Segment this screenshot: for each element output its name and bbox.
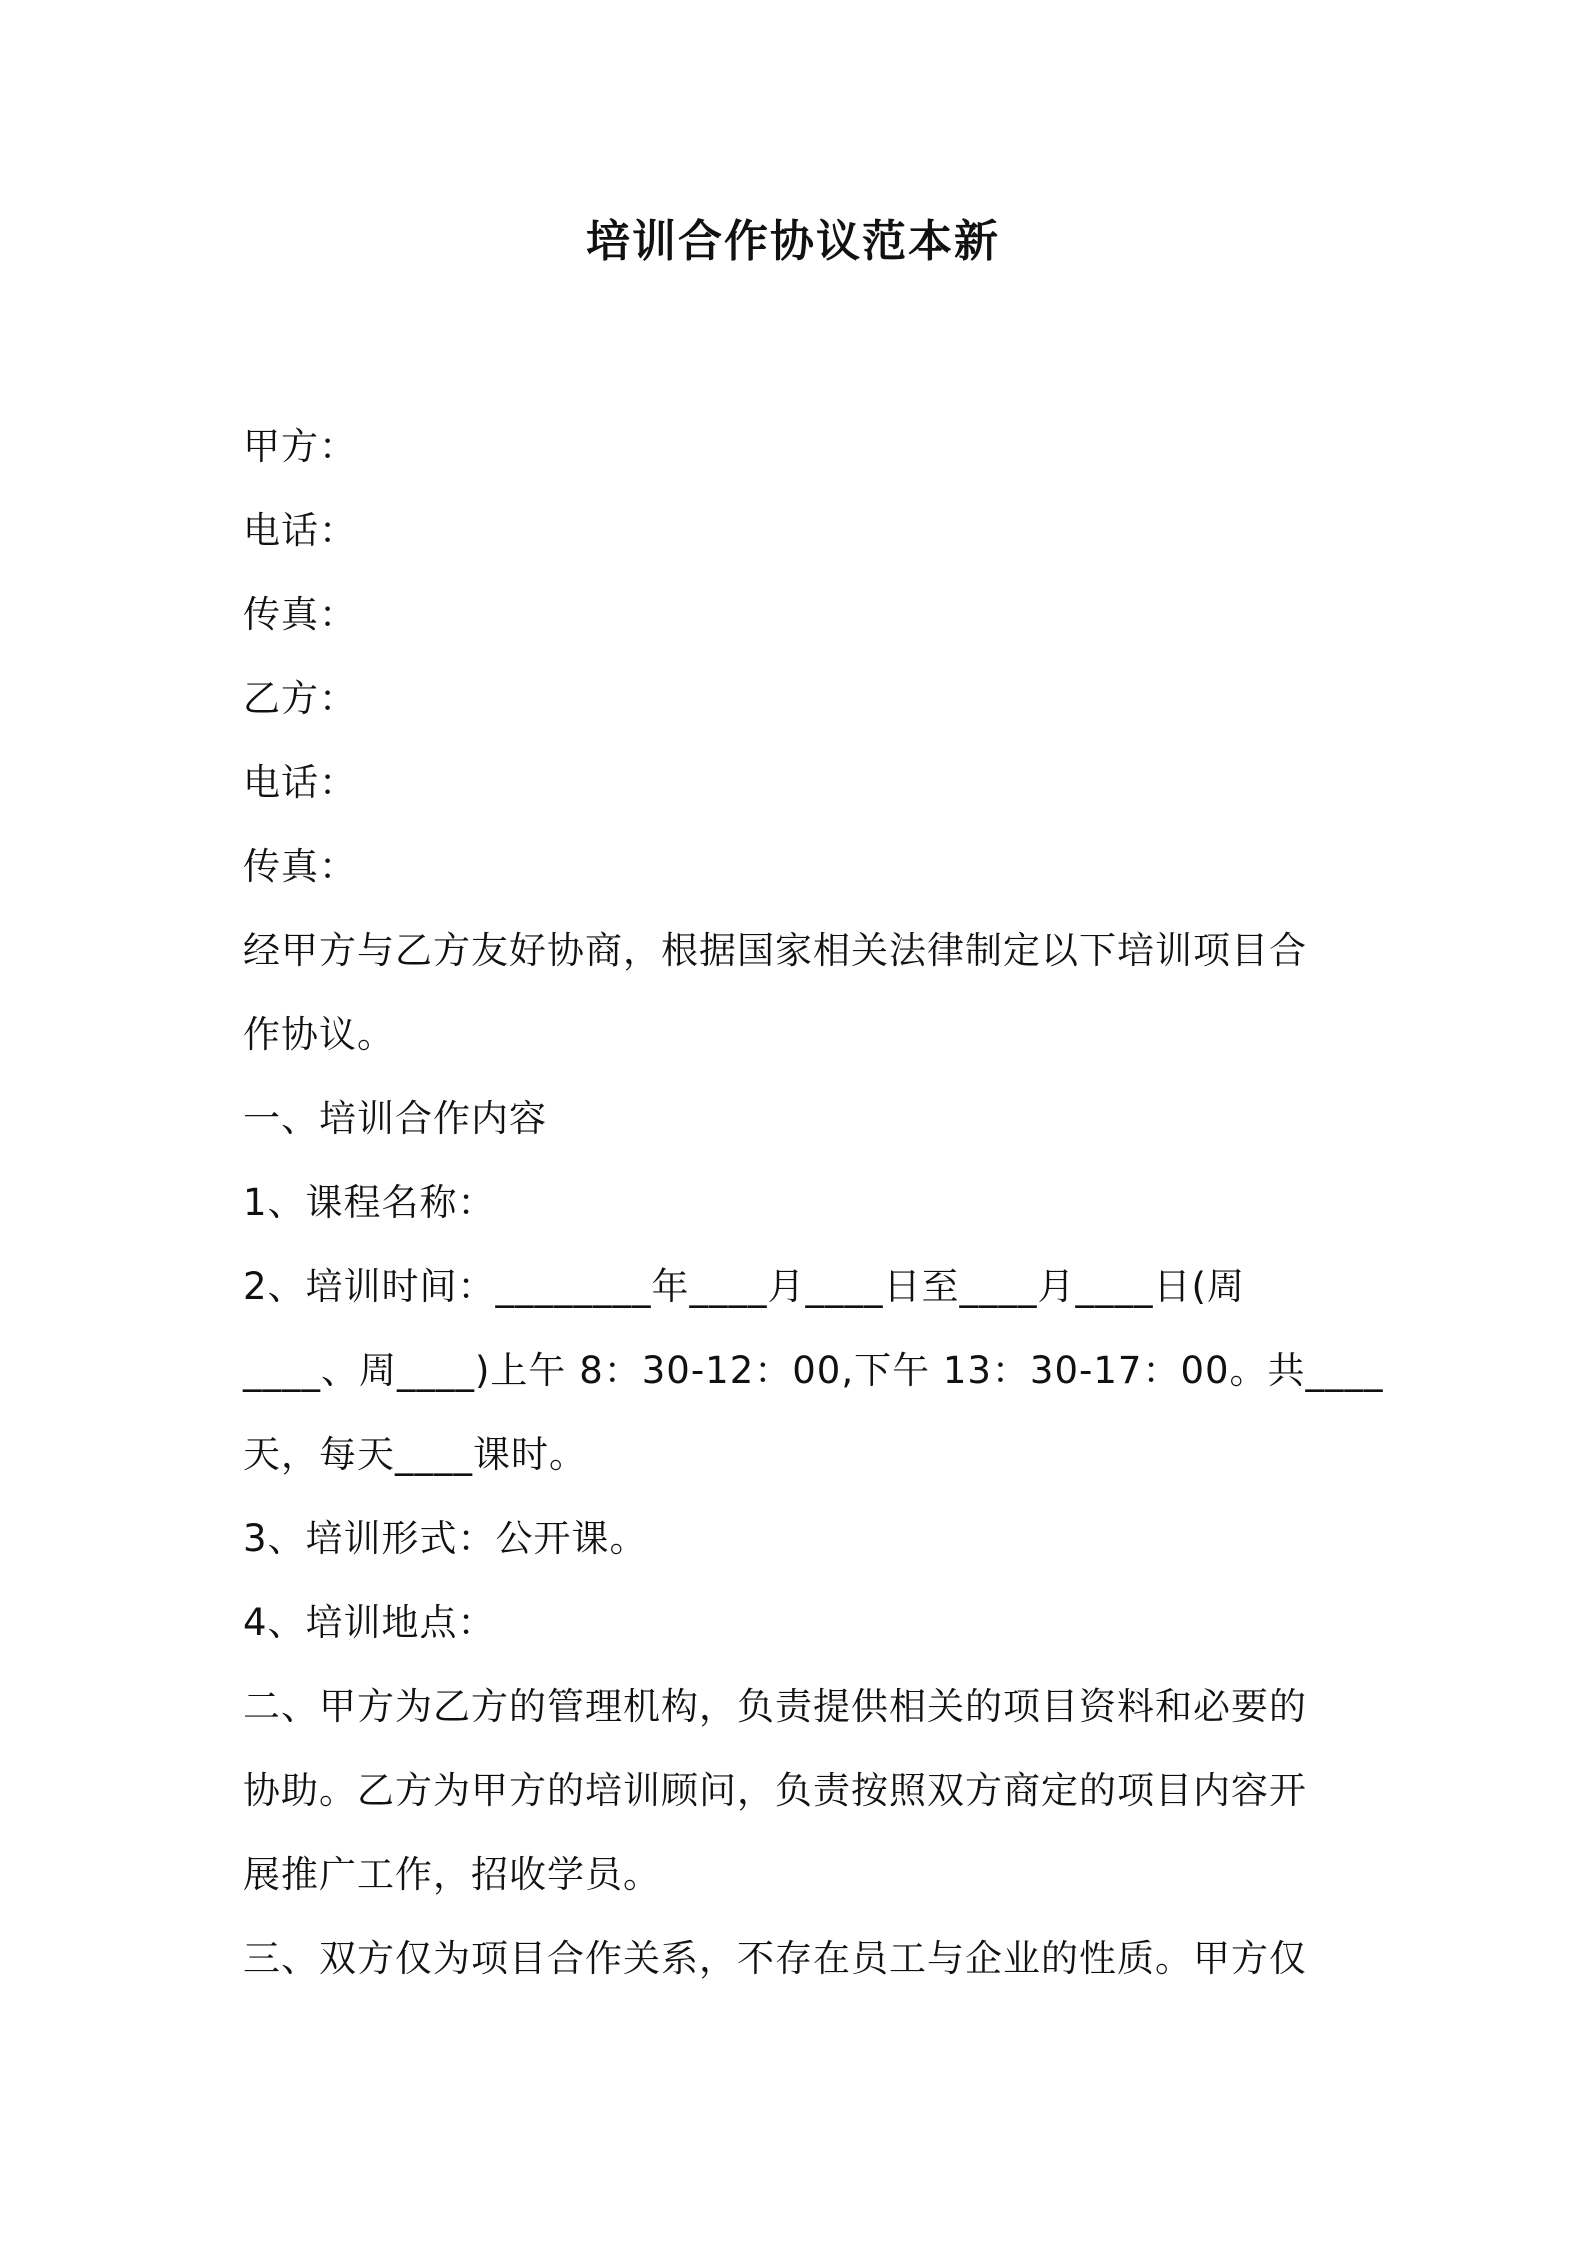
- party-b-fax-label: 传真：: [243, 845, 357, 888]
- training-location-item: 4、培训地点：: [243, 1601, 496, 1644]
- training-time-line-3: 天，每天____课时。: [243, 1433, 587, 1476]
- party-b-label: 乙方：: [243, 677, 357, 720]
- training-time-line-2: ____、周____)上午 8：30-12：00,下午 13：30-17：00。共____: [243, 1349, 1384, 1392]
- party-b-phone-label: 电话：: [243, 761, 357, 804]
- party-a-label: 甲方：: [243, 425, 357, 468]
- section-1-heading: 一、培训合作内容: [243, 1097, 547, 1140]
- training-format-item: 3、培训形式：公开课。: [243, 1517, 648, 1560]
- party-a-fax-label: 传真：: [243, 593, 357, 636]
- section-3-line-1: 三、双方仅为项目合作关系，不存在员工与企业的性质。甲方仅: [243, 1937, 1307, 1980]
- document-body: [243, 405, 1384, 2001]
- section-2-line-2: 协助。乙方为甲方的培训顾问，负责按照双方商定的项目内容开: [243, 1769, 1307, 1812]
- preamble-line-2: 作协议。: [243, 1013, 395, 1056]
- party-a-phone-label: 电话：: [243, 509, 357, 552]
- course-name-item: 1、课程名称：: [243, 1181, 496, 1224]
- training-time-line-1: 2、培训时间：________年____月____日至____月____日(周: [243, 1265, 1245, 1308]
- section-2-line-1: 二、甲方为乙方的管理机构，负责提供相关的项目资料和必要的: [243, 1685, 1307, 1728]
- section-2-line-3: 展推广工作，招收学员。: [243, 1853, 661, 1896]
- preamble-line-1: 经甲方与乙方友好协商，根据国家相关法律制定以下培训项目合: [243, 929, 1307, 972]
- document-title: 培训合作协议范本新: [586, 216, 1000, 267]
